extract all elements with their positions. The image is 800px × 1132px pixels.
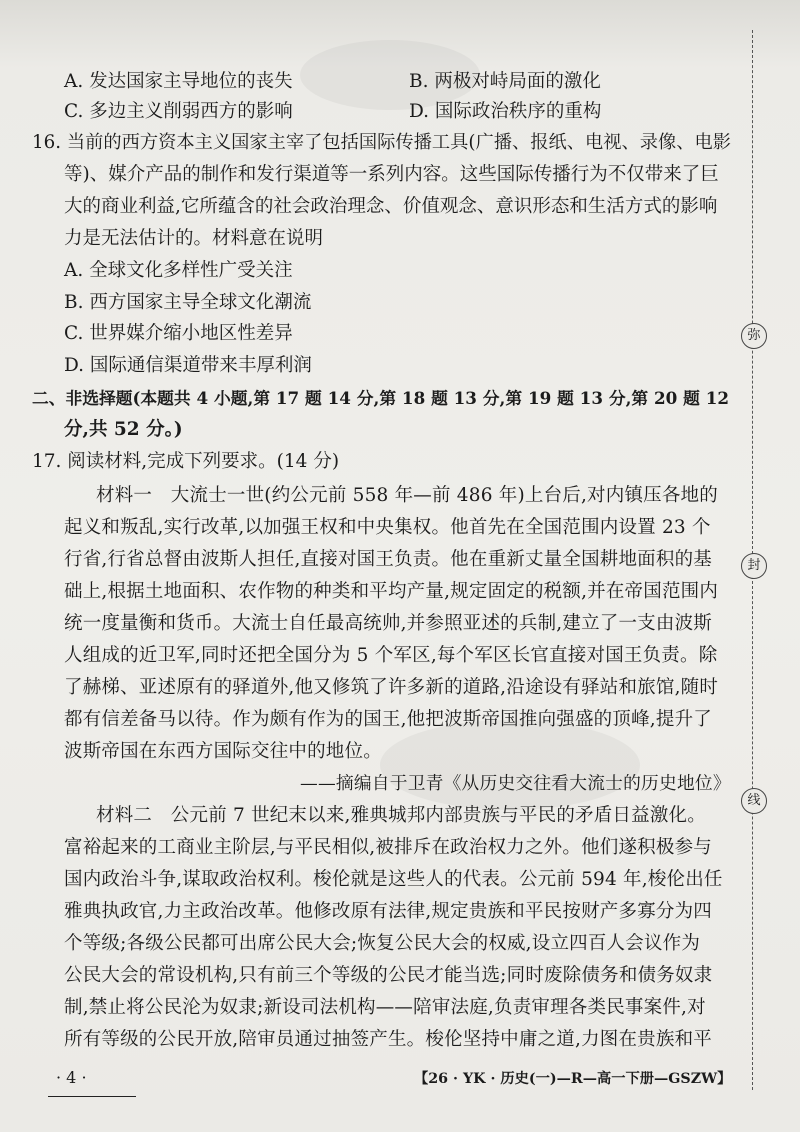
material1-line: 行省,行省总督由波斯人担任,直接对国王负责。他在重新丈量全国耕地面积的基 [64,549,712,570]
material2-line: 国内政治斗争,谋取政治权利。梭伦就是这些人的代表。公元前 594 年,梭伦出任 [64,869,723,890]
material1-line: 材料一 大流士一世(约公元前 558 年—前 486 年)上台后,对内镇压各地的 [96,485,718,506]
seal-mark-mi: 弥 [741,323,767,349]
material2-line: 雅典执政官,力主政治改革。他修改原有法律,规定贵族和平民按财产多寡分为四 [64,901,712,922]
material1-line: 统一度量衡和货币。大流士自任最高统帅,并参照亚述的兵制,建立了一支由波斯 [64,613,712,634]
q16-stem-line: 力是无法估计的。材料意在说明 [64,228,324,249]
section-heading: 二、非选择题(本题共 4 小题,第 17 题 14 分,第 18 题 13 分,第 19 题 13 分,第 20 题 12 [32,388,730,408]
q16-stem-line: 等)、媒介产品的制作和发行渠道等一系列内容。这些国际传播行为不仅带来了巨 [64,164,719,185]
section-heading: 分,共 52 分。) [64,419,183,440]
page-number: · 4 · [56,1068,87,1087]
material2-line: 所有等级的公民开放,陪审员通过抽签产生。梭伦坚持中庸之道,力图在贵族和平 [64,1029,712,1050]
q16-stem-line: 16. 当前的西方资本主义国家主宰了包括国际传播工具(广播、报纸、电视、录像、电影 [32,132,731,153]
material1-line: 波斯帝国在东西方国际交往中的地位。 [64,741,382,762]
exam-code: 【26 · YK · 历史(一)—R—高一下册—GSZW】 [414,1071,732,1087]
q16-option-a: A. 全球文化多样性广受关注 [64,260,293,281]
q15-option-a: A. 发达国家主导地位的丧失 [64,71,293,92]
material2-line: 富裕起来的工商业主阶层,与平民相似,被排斥在政治权力之外。他们遂积极参与 [64,837,712,858]
q15-option-b: B. 两极对峙局面的激化 [409,71,601,92]
q16-option-c: C. 世界媒介缩小地区性差异 [64,323,293,344]
material1-line: 起义和叛乱,实行改革,以加强王权和中央集权。他首先在全国范围内设置 23 个 [64,517,711,538]
material1-line: 人组成的近卫军,同时还把全国分为 5 个军区,每个军区长官直接对国王负责。除 [64,645,718,666]
q16-stem-line: 大的商业利益,它所蕴含的社会政治理念、价值观念、意识形态和生活方式的影响 [64,196,718,217]
material1-line: 了赫梯、亚述原有的驿道外,他又修筑了许多新的道路,沿途设有驿站和旅馆,随时 [64,677,719,698]
material2-line: 材料二 公元前 7 世纪末以来,雅典城邦内部贵族与平民的矛盾日益激化。 [96,805,706,826]
material1-line: 础上,根据土地面积、农作物的种类和平均产量,规定固定的税额,并在帝国范围内 [64,581,719,602]
footer-rule [48,1096,136,1097]
seal-mark-xian: 线 [741,788,767,814]
material2-line: 公民大会的常设机构,只有前三个等级的公民才能当选;同时废除债务和债务奴隶 [64,965,713,986]
material1-line: 都有信差备马以待。作为颇有作为的国王,他把波斯帝国推向强盛的顶峰,提升了 [64,709,712,730]
material2-line: 制,禁止将公民沦为奴隶;新设司法机构——陪审法庭,负责审理各类民事案件,对 [64,997,706,1018]
material1-source: ——摘编自于卫青《从历史交往看大流士的历史地位》 [300,774,731,794]
q16-option-b: B. 西方国家主导全球文化潮流 [64,292,312,313]
material2-line: 个等级;各级公民都可出席公民大会;恢复公民大会的权威,设立四百人会议作为 [64,933,701,954]
q16-option-d: D. 国际通信渠道带来丰厚利润 [64,355,312,376]
scan-smudge [380,720,640,810]
q15-option-d: D. 国际政治秩序的重构 [409,101,602,122]
q17-stem: 17. 阅读材料,完成下列要求。(14 分) [32,451,340,472]
seal-mark-feng: 封 [741,553,767,579]
q15-option-c: C. 多边主义削弱西方的影响 [64,101,293,122]
